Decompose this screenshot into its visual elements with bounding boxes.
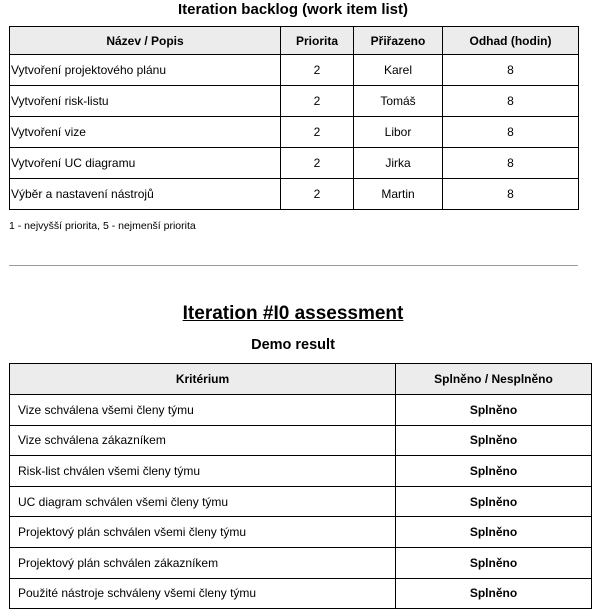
table-row [10,578,592,609]
task-assignee: Jirka [354,148,443,179]
task-name: Vytvoření risk-listu [10,86,281,117]
table-row [10,486,592,517]
criterion-status: Splněno [396,547,592,578]
task-assignee: Martin [354,179,443,210]
assessment-subtitle: Demo result [251,337,335,353]
task-name: Vytvoření UC diagramu [10,148,281,179]
task-priority: 2 [281,117,354,148]
task-priority: 2 [281,86,354,117]
assessment-table [9,363,592,609]
criterion-label: Projektový plán schválen zákazníkem [10,547,396,578]
task-assignee: Karel [354,55,443,86]
table-row [10,547,592,578]
backlog-title: Iteration backlog (work item list) [177,1,409,18]
task-name: Vytvoření vize [10,117,281,148]
criterion-status: Splněno [396,486,592,517]
task-assignee: Libor [354,117,443,148]
column-header-priority: Priorita [281,27,354,55]
criterion-status: Splněno [396,456,592,487]
task-estimate: 8 [443,148,579,179]
assessment-title: Iteration #I0 assessment [182,303,404,324]
task-estimate: 8 [443,55,579,86]
criterion-status: Splněno [396,395,592,426]
task-name: Vytvoření projektového plánu [10,55,281,86]
table-row [10,55,579,86]
backlog-header-row [10,27,579,55]
priority-note: 1 - nejvyšší priorita, 5 - nejmenší priorita [9,220,196,232]
criterion-status: Splněno [396,578,592,609]
column-header-estimate: Odhad (hodin) [443,27,579,55]
table-row [10,425,592,456]
task-name: Výběr a nastavení nástrojů [10,179,281,210]
column-header-status: Splněno / Nesplněno [396,364,592,395]
criterion-label: UC diagram schválen všemi členy týmu [10,486,396,517]
table-row [10,117,579,148]
table-row [10,395,592,426]
criterion-label: Risk-list chválen všemi členy týmu [10,456,396,487]
assessment-header-row [10,364,592,395]
table-row [10,148,579,179]
column-header-assignee: Přiřazeno [354,27,443,55]
table-row [10,517,592,548]
table-row [10,179,579,210]
task-assignee: Tomáš [354,86,443,117]
backlog-table [9,26,579,210]
criterion-label: Použité nástroje schváleny všemi členy týmu [10,578,396,609]
table-row [10,86,579,117]
task-priority: 2 [281,148,354,179]
criterion-status: Splněno [396,517,592,548]
task-priority: 2 [281,179,354,210]
criterion-label: Projektový plán schválen všemi členy týmu [10,517,396,548]
task-estimate: 8 [443,179,579,210]
column-header-name: Název / Popis [10,27,281,55]
table-row [10,456,592,487]
criterion-label: Vize schválena zákazníkem [10,425,396,456]
criterion-status: Splněno [396,425,592,456]
criterion-label: Vize schválena všemi členy týmu [10,395,396,426]
section-divider [9,265,578,266]
column-header-criterion: Kritérium [10,364,396,395]
task-priority: 2 [281,55,354,86]
task-estimate: 8 [443,86,579,117]
task-estimate: 8 [443,117,579,148]
